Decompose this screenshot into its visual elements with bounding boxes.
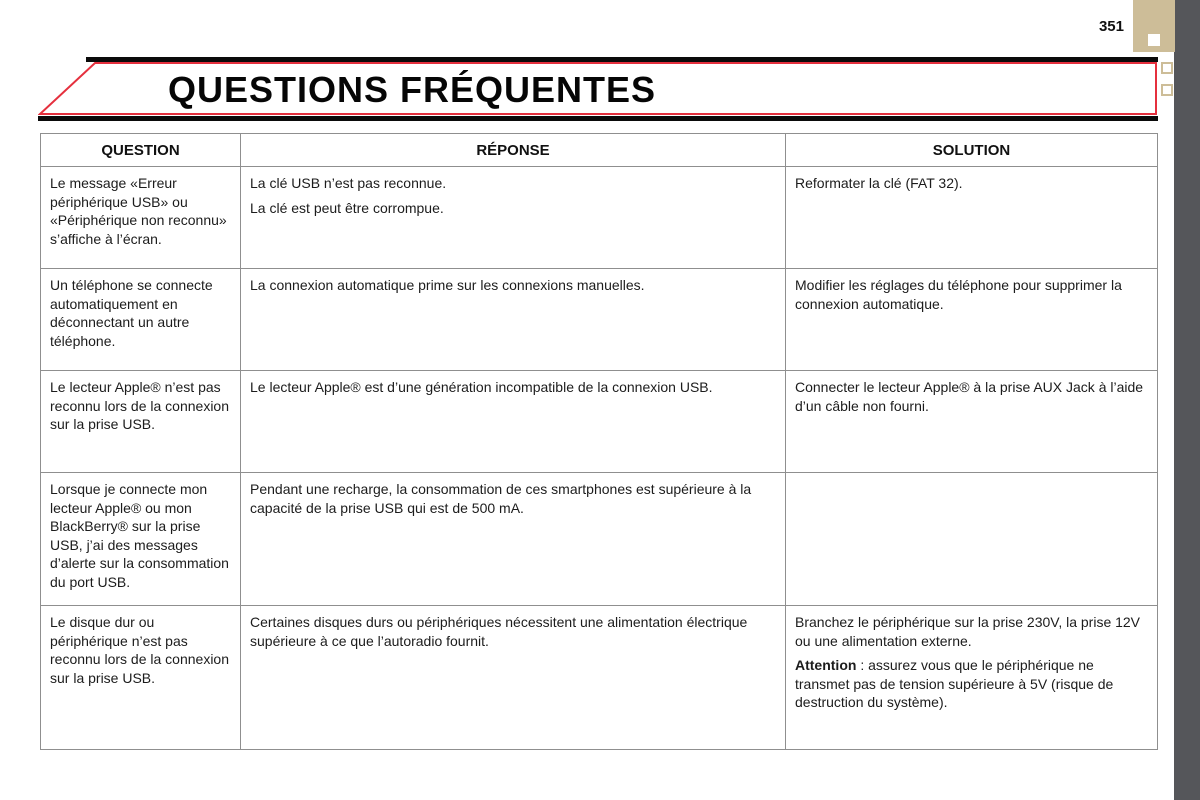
section-tab-active-square — [1148, 34, 1160, 46]
header-row — [41, 134, 1158, 167]
solution-note-text: : assurez vous que le périphérique ne transmet pas de tension supérieure à 5V (risque de destruction du système). — [795, 657, 1114, 711]
page-number: 351 — [1098, 18, 1124, 35]
question-cell — [41, 473, 241, 606]
response-text: La clé USB n’est pas reconnue. — [250, 175, 447, 191]
table-row — [41, 269, 1158, 371]
response-text: La clé est peut être corrompue. — [250, 199, 444, 216]
banner-bottom-rule — [38, 116, 1158, 121]
section-tab-square — [1161, 84, 1173, 96]
table-body — [41, 167, 1158, 750]
question-cell — [41, 167, 241, 269]
column-header-solution: SOLUTION — [786, 134, 1158, 167]
solution-cell — [786, 167, 1158, 269]
solution-note — [795, 656, 1148, 712]
table-header — [41, 134, 1158, 167]
solution-text: Modifier les réglages du téléphone pour supprimer la connexion automatique. — [795, 277, 1122, 312]
response-cell — [241, 473, 786, 606]
table-row — [41, 606, 1158, 750]
question-text: Le disque dur ou périphérique n’est pas reconnu lors de la connexion sur la prise USB. — [50, 614, 230, 686]
question-text: Lorsque je connecte mon lecteur Apple® ou mon BlackBerry® sur la prise USB, j’ai des messages d’alerte sur la consommation du port USB. — [50, 481, 229, 591]
response-cell — [241, 269, 786, 371]
faq-table — [40, 133, 1158, 750]
question-text: Le lecteur Apple® n’est pas reconnu lors de la connexion sur la prise USB. — [50, 379, 230, 433]
response-text: Certaines disques durs ou périphériques nécessitent une alimentation électrique supérieure à ce que l’autoradio fournit. — [250, 614, 748, 649]
question-cell — [41, 606, 241, 750]
section-tab — [1133, 0, 1175, 52]
solution-note-label: Attention — [795, 657, 857, 674]
solution-cell — [786, 371, 1158, 473]
question-cell — [41, 269, 241, 371]
question-text: Un téléphone se connecte automatiquement en déconnectant un autre téléphone. — [50, 277, 213, 349]
response-text: Le lecteur Apple® est d’une génération incompatible de la connexion USB. — [250, 379, 713, 395]
table-row — [41, 167, 1158, 269]
solution-text: Connecter le lecteur Apple® à la prise AUX Jack à l’aide d’un câble non fourni. — [795, 379, 1144, 414]
solution-cell — [786, 269, 1158, 371]
response-cell — [241, 606, 786, 750]
solution-cell — [786, 606, 1158, 750]
page-title: QUESTIONS FRÉQUENTES — [168, 68, 657, 110]
response-cell — [241, 167, 786, 269]
column-header-question: QUESTION — [41, 134, 241, 167]
page-edge-bar — [1174, 0, 1200, 800]
response-text: Pendant une recharge, la consommation de ces smartphones est supérieure à la capacité de la prise USB qui est de 500 mA. — [250, 481, 752, 516]
table-row — [41, 371, 1158, 473]
question-cell — [41, 371, 241, 473]
solution-text: Reformater la clé (FAT 32). — [795, 175, 963, 191]
banner-top-rule — [86, 57, 1158, 62]
response-text: La connexion automatique prime sur les connexions manuelles. — [250, 277, 645, 293]
table-row — [41, 473, 1158, 606]
solution-cell — [786, 473, 1158, 606]
column-header-reponse: RÉPONSE — [241, 134, 786, 167]
solution-text: Branchez le périphérique sur la prise 230V, la prise 12V ou une alimentation externe. — [795, 614, 1141, 649]
question-text: Le message «Erreur périphérique USB» ou «Périphérique non reconnu» s’affiche à l’écran. — [50, 175, 227, 247]
title-banner — [38, 54, 1158, 124]
response-cell — [241, 371, 786, 473]
section-tab-square — [1161, 62, 1173, 74]
